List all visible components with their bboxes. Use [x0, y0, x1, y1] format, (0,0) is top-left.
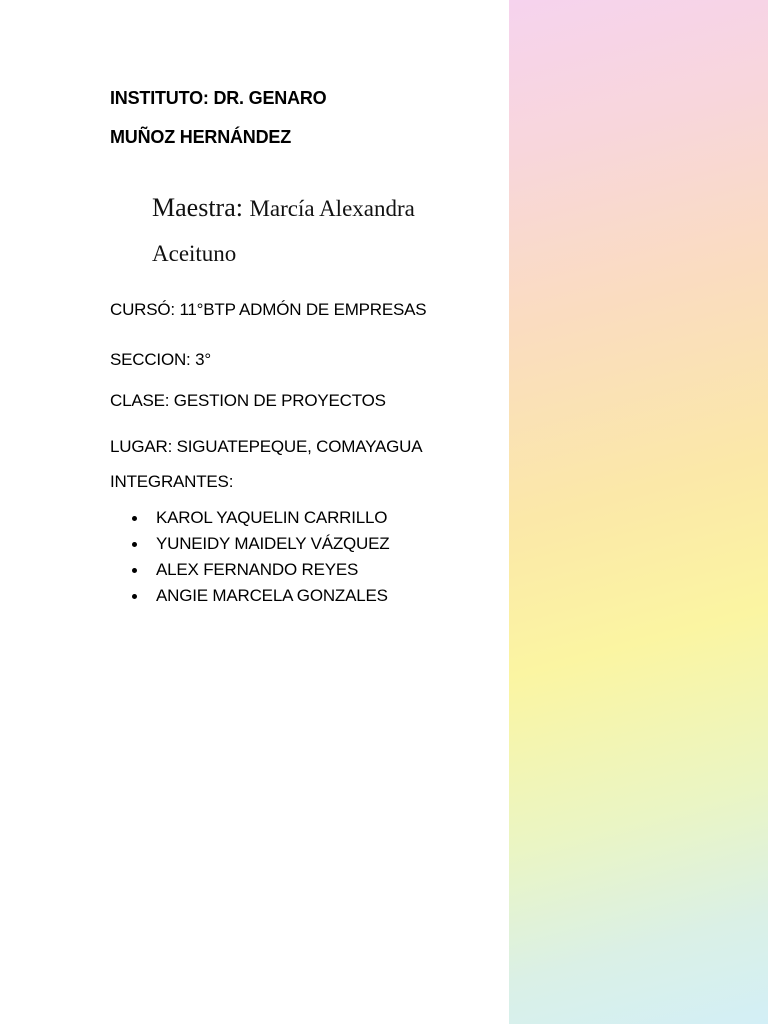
class-line: CLASE: GESTION DE PROYECTOS [110, 391, 386, 410]
list-item [130, 532, 389, 558]
teacher-name-part-2: Aceituno [152, 241, 237, 266]
bullet-icon [132, 516, 137, 521]
members-list [130, 506, 389, 610]
institute-title-line-2: MUÑOZ HERNÁNDEZ [110, 127, 291, 147]
bullet-icon [132, 542, 137, 547]
member-name: ALEX FERNANDO REYES [156, 560, 359, 579]
member-name: KAROL YAQUELIN CARRILLO [156, 508, 388, 527]
course-line: CURSÓ: 11°BTP ADMÓN DE EMPRESAS [110, 300, 427, 319]
list-item [130, 558, 389, 584]
members-label: INTEGRANTES: [110, 472, 234, 491]
bullet-icon [132, 594, 137, 599]
section-line: SECCION: 3° [110, 350, 211, 369]
place-line: LUGAR: SIGUATEPEQUE, COMAYAGUA [110, 437, 423, 456]
list-item [130, 584, 389, 610]
teacher-label: Maestra: [152, 193, 243, 222]
teacher-line-1 [152, 193, 415, 223]
member-name: ANGIE MARCELA GONZALES [156, 586, 388, 605]
bullet-icon [132, 568, 137, 573]
teacher-name-part-1: Marcía Alexandra [249, 196, 415, 221]
decorative-gradient-band [509, 0, 768, 1024]
member-name: YUNEIDY MAIDELY VÁZQUEZ [156, 534, 390, 553]
institute-title-line-1: INSTITUTO: DR. GENARO [110, 88, 327, 108]
list-item [130, 506, 389, 532]
